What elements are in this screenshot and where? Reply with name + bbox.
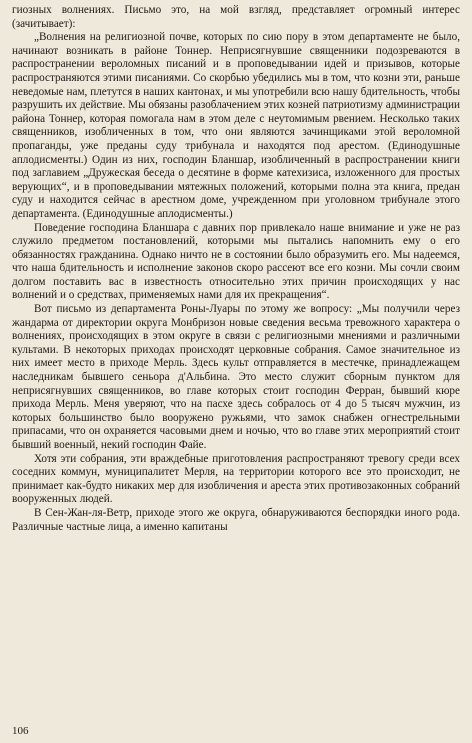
paragraph-saint-jean: В Сен-Жан-ля-Ветр, приходе этого же округа, обнаруживаются беспорядки иного рода. Различные частные лица, а именно капитаны [12, 506, 460, 533]
paragraph-letter-tonnerre: „Волнения на религиозной почве, которых по сию пору в этом департаменте не было, начинают возникать в районе Тоннер. Неприсягнувшие священники подозреваются в распространении вероломных писаний и в проповедывании идей и призывов, которые распространяются этими писаниями. Со скорбью убедились мы в том, что козни эти, раньше неведомые нам, плетутся в наших кантонах, и мы употребили всю нашу бдительность, чтобы разрушить их действие. Мы обязаны разоблачением этих козней патриотизму администрации района Тоннер, которая помогала нам в этом деле с неутомимым рвением. Несколько таких священников, изобличенных в том, что они являются зачинщиками этой вероломной пропаганды, уже преданы суду трибунала и находятся под арестом. (Единодушные аплодисменты.) Один из них, господин Бланшар, изобличенный в распространении книги под заглавием „Дружеская беседа о десятине в форме катехизиса, изложенного для простых верующих“, и в проповедывании мятежных положений, которыми полна эта книга, предан суду и находится сейчас в арестном доме, учрежденном при уголовном трибунале этого департамента. (Единодушные аплодисменты.) [12, 31, 460, 220]
page-number: 106 [12, 725, 29, 737]
paragraph-blanchard-conduct: Поведение господина Бланшара с давних пор привлекало наше внимание и уже не раз служило предметом постановлений, которыми мы пытались напомнить ему о его обязанностях гражданина. Однако ничто не в состоянии было образумить его. Мы надеемся, что наша бдительность и исполнение законов скоро рассеют все его козни. Мы сочли своим долгом поставить вас в известность относительно этих причин происходящих у нас волнений и о средствах, применяемых нами для их прекращения“. [12, 221, 460, 302]
paragraph-merle-municipality: Хотя эти собрания, эти враждебные приготовления распространяют тревогу среди всех соседних коммун, муниципалитет Мерля, на территории которого все это происходит, не принимает как-будто никаких мер для изобличения и ареста этих противозаконных собраний вооруженных людей. [12, 452, 460, 506]
paragraph-intro: гиозных волнениях. Письмо это, на мой взгляд, представляет огромный интерес (зачитывает): [12, 4, 460, 30]
paragraph-rhone-loire-letter: Вот письмо из департамента Роны-Луары по этому же вопросу: „Мы получили через жандарма от директории округа Монбризон новые сведения весьма тревожного характера о волнениях, происходящих в этом округе в связи с религиозными мнениями и различными культами. В некоторых приходах происходят церковные собрания. Самое значительное из них имеет место в приходе Мерль. Здесь культ отправляется в местечке, принадлежащем наследникам бывшего сеньора д'Альбина. Это место служит сборным пунктом для неприсягнувших священников, во главе которых стоит господин Ферран, бывший кюре прихода Мерль. Меня уверяют, что на пасхе здесь собралось от 4 до 5 тысяч мужчин, из которых большинство было вооружено ружьями, что замок снабжен огнестрельными припасами, что он охраняется часовыми днем и ночью, что во главе этих мероприятий стоит бывший военный, некий господин Файе. [12, 303, 460, 451]
